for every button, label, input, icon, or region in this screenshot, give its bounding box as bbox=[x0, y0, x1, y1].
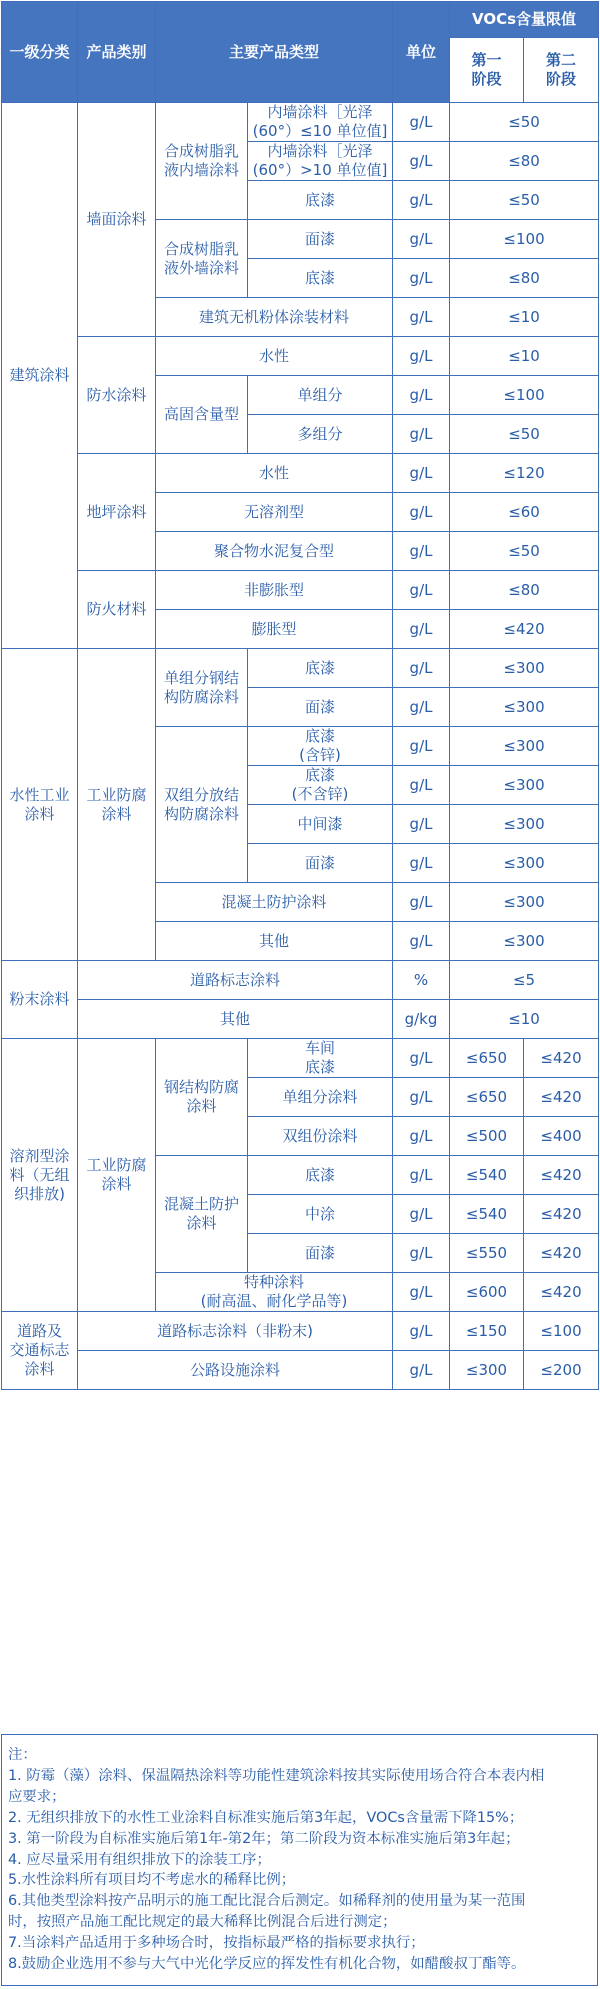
limit-cell: ≤10 bbox=[450, 337, 599, 376]
limit-stage-one: ≤650 bbox=[450, 1039, 524, 1078]
unit-cell: g/L bbox=[393, 454, 450, 493]
limit-stage-two: ≤100 bbox=[524, 1312, 599, 1351]
unit-cell: g/L bbox=[393, 142, 450, 181]
subcategory-solvent-anticorrosion: 工业防腐 涂料 bbox=[78, 1039, 156, 1312]
unit-cell: g/L bbox=[393, 727, 450, 766]
category-architectural: 建筑涂料 bbox=[2, 103, 78, 649]
table-row bbox=[2, 571, 599, 610]
limit-cell: ≤80 bbox=[450, 142, 599, 181]
group-high-solid: 高固含量型 bbox=[156, 376, 248, 454]
unit-cell: g/L bbox=[393, 883, 450, 922]
unit-cell: g/L bbox=[393, 610, 450, 649]
product-type: 混凝土防护涂料 bbox=[156, 883, 393, 922]
unit-cell: g/L bbox=[393, 1312, 450, 1351]
limit-cell: ≤50 bbox=[450, 532, 599, 571]
unit-cell: % bbox=[393, 961, 450, 1000]
product-type: 中涂 bbox=[248, 1195, 393, 1234]
group-inner-latex: 合成树脂乳 液内墙涂料 bbox=[156, 103, 248, 220]
product-type: 面漆 bbox=[248, 1234, 393, 1273]
note-item: 4. 应尽量采用有组织排放下的涂装工序； bbox=[8, 1851, 271, 1868]
product-type: 底漆 (不含锌) bbox=[248, 766, 393, 805]
limit-stage-two: ≤420 bbox=[524, 1273, 599, 1312]
limit-cell: ≤60 bbox=[450, 493, 599, 532]
product-type: 内墙涂料［光泽 (60°）>10 单位值] bbox=[248, 142, 393, 181]
table-row bbox=[2, 103, 599, 142]
product-type: 单组分 bbox=[248, 376, 393, 415]
product-type: 底漆 bbox=[248, 259, 393, 298]
limit-stage-two: ≤420 bbox=[524, 1195, 599, 1234]
note-item: 7.当涂料产品适用于多种场合时，按指标最严格的指标要求执行； bbox=[8, 1935, 425, 1952]
limit-stage-one: ≤540 bbox=[450, 1195, 524, 1234]
limit-stage-one: ≤150 bbox=[450, 1312, 524, 1351]
unit-cell: g/L bbox=[393, 1039, 450, 1078]
limit-stage-one: ≤300 bbox=[450, 1351, 524, 1390]
product-type: 其他 bbox=[156, 922, 393, 961]
category-powder: 粉末涂料 bbox=[2, 961, 78, 1039]
product-type: 其他 bbox=[78, 1000, 393, 1039]
unit-cell: g/L bbox=[393, 805, 450, 844]
unit-cell: g/L bbox=[393, 1273, 450, 1312]
group-double-steel: 双组分放结 构防腐涂料 bbox=[156, 727, 248, 883]
table-row bbox=[2, 961, 599, 1000]
notes-heading: 注： bbox=[8, 1747, 37, 1763]
table-row bbox=[2, 649, 599, 688]
product-type: 底漆 bbox=[248, 181, 393, 220]
limit-cell: ≤300 bbox=[450, 844, 599, 883]
table-row bbox=[2, 1312, 599, 1351]
unit-cell: g/L bbox=[393, 922, 450, 961]
limit-stage-two: ≤420 bbox=[524, 1078, 599, 1117]
limit-cell: ≤100 bbox=[450, 376, 599, 415]
unit-cell: g/L bbox=[393, 1156, 450, 1195]
unit-cell: g/L bbox=[393, 376, 450, 415]
limit-stage-two: ≤420 bbox=[524, 1039, 599, 1078]
limit-cell: ≤80 bbox=[450, 259, 599, 298]
limit-cell: ≤10 bbox=[450, 298, 599, 337]
header-stage-two: 第二 阶段 bbox=[524, 38, 599, 103]
header-row bbox=[2, 2, 599, 38]
note-item: 8.鼓励企业选用不参与大气中光化学反应的挥发性有机化合物，如醋酸叔丁酯等。 bbox=[8, 1956, 526, 1973]
unit-cell: g/L bbox=[393, 1117, 450, 1156]
unit-cell: g/L bbox=[393, 571, 450, 610]
limit-cell: ≤300 bbox=[450, 766, 599, 805]
note-item: 2. 无组织排放下的水性工业涂料自标准实施后第3年起，VOCs含量需下降15%； bbox=[8, 1809, 524, 1826]
header-unit: 单位 bbox=[393, 2, 450, 103]
note-item: 5.水性涂料所有项目均不考虑水的稀释比例； bbox=[8, 1872, 296, 1889]
limit-stage-two: ≤400 bbox=[524, 1117, 599, 1156]
limit-stage-one: ≤650 bbox=[450, 1078, 524, 1117]
limit-stage-two: ≤200 bbox=[524, 1351, 599, 1390]
product-type: 面漆 bbox=[248, 688, 393, 727]
group-concrete-protection: 混凝土防护 涂料 bbox=[156, 1156, 248, 1273]
product-type: 建筑无机粉体涂装材料 bbox=[156, 298, 393, 337]
note-item: 6.其他类型涂料按产品明示的施工配比混合后测定。如稀释剂的使用量为某一范围 时，按照产品施工配比规定的最大稀释比例混合后进行测定； bbox=[8, 1893, 526, 1931]
limit-cell: ≤300 bbox=[450, 649, 599, 688]
limit-stage-one: ≤550 bbox=[450, 1234, 524, 1273]
product-type: 车间 底漆 bbox=[248, 1039, 393, 1078]
product-type: 聚合物水泥复合型 bbox=[156, 532, 393, 571]
unit-cell: g/L bbox=[393, 1078, 450, 1117]
table-row bbox=[2, 1351, 599, 1390]
unit-cell: g/kg bbox=[393, 1000, 450, 1039]
unit-cell: g/L bbox=[393, 103, 450, 142]
unit-cell: g/L bbox=[393, 649, 450, 688]
header-product-category: 产品类别 bbox=[78, 2, 156, 103]
header-stage-one: 第一 阶段 bbox=[450, 38, 524, 103]
product-type: 无溶剂型 bbox=[156, 493, 393, 532]
unit-cell: g/L bbox=[393, 532, 450, 571]
product-type: 底漆 bbox=[248, 649, 393, 688]
category-waterborne-industrial: 水性工业 涂料 bbox=[2, 649, 78, 961]
product-type: 公路设施涂料 bbox=[78, 1351, 393, 1390]
unit-cell: g/L bbox=[393, 1234, 450, 1273]
note-item: 1. 防霉（藻）涂料、保温隔热涂料等功能性建筑涂料按其实际使用场合符合本表内相 应要求； bbox=[8, 1767, 545, 1805]
header-first-category: 一级分类 bbox=[2, 2, 78, 103]
unit-cell: g/L bbox=[393, 493, 450, 532]
notes-box bbox=[1, 1734, 598, 1986]
header-product-type: 主要产品类型 bbox=[156, 2, 393, 103]
table-row bbox=[2, 1039, 599, 1078]
unit-cell: g/L bbox=[393, 1195, 450, 1234]
subcategory-waterproof: 防水涂料 bbox=[78, 337, 156, 454]
product-type: 非膨胀型 bbox=[156, 571, 393, 610]
limit-stage-two: ≤420 bbox=[524, 1234, 599, 1273]
group-single-steel: 单组分钢结 构防腐涂料 bbox=[156, 649, 248, 727]
unit-cell: g/L bbox=[393, 181, 450, 220]
product-type: 中间漆 bbox=[248, 805, 393, 844]
product-type: 道路标志涂料（非粉末) bbox=[78, 1312, 393, 1351]
product-type: 水性 bbox=[156, 454, 393, 493]
limit-stage-one: ≤540 bbox=[450, 1156, 524, 1195]
product-type: 面漆 bbox=[248, 220, 393, 259]
product-type: 单组分涂料 bbox=[248, 1078, 393, 1117]
limit-cell: ≤10 bbox=[450, 1000, 599, 1039]
product-type: 面漆 bbox=[248, 844, 393, 883]
product-type: 内墙涂料［光泽 (60°）≤10 单位值] bbox=[248, 103, 393, 142]
limit-stage-one: ≤500 bbox=[450, 1117, 524, 1156]
header-voc-limit: VOCs含量限值 bbox=[450, 2, 599, 38]
product-type: 多组分 bbox=[248, 415, 393, 454]
product-type: 底漆 bbox=[248, 1156, 393, 1195]
product-type: 特种涂料 (耐高温、耐化学品等) bbox=[156, 1273, 393, 1312]
unit-cell: g/L bbox=[393, 220, 450, 259]
product-type: 道路标志涂料 bbox=[78, 961, 393, 1000]
limit-cell: ≤5 bbox=[450, 961, 599, 1000]
limit-cell: ≤80 bbox=[450, 571, 599, 610]
limit-cell: ≤300 bbox=[450, 727, 599, 766]
unit-cell: g/L bbox=[393, 844, 450, 883]
subcategory-wall: 墙面涂料 bbox=[78, 103, 156, 337]
product-type: 双组份涂料 bbox=[248, 1117, 393, 1156]
unit-cell: g/L bbox=[393, 766, 450, 805]
subcategory-floor: 地坪涂料 bbox=[78, 454, 156, 571]
table-row bbox=[2, 454, 599, 493]
note-item: 3. 第一阶段为自标准实施后第1年-第2年；第二阶段为资本标准实施后第3年起； bbox=[8, 1830, 520, 1847]
group-outer-latex: 合成树脂乳 液外墙涂料 bbox=[156, 220, 248, 298]
limit-cell: ≤300 bbox=[450, 805, 599, 844]
subcategory-fireproof: 防火材料 bbox=[78, 571, 156, 649]
limit-cell: ≤100 bbox=[450, 220, 599, 259]
limit-cell: ≤300 bbox=[450, 883, 599, 922]
limit-cell: ≤50 bbox=[450, 103, 599, 142]
limit-cell: ≤300 bbox=[450, 688, 599, 727]
unit-cell: g/L bbox=[393, 1351, 450, 1390]
limit-cell: ≤120 bbox=[450, 454, 599, 493]
unit-cell: g/L bbox=[393, 415, 450, 454]
product-type: 膨胀型 bbox=[156, 610, 393, 649]
unit-cell: g/L bbox=[393, 259, 450, 298]
subcategory-anticorrosion: 工业防腐 涂料 bbox=[78, 649, 156, 961]
group-steel-anticorrosion: 钢结构防腐 涂料 bbox=[156, 1039, 248, 1156]
category-solvent: 溶剂型涂 料（无组 织排放) bbox=[2, 1039, 78, 1312]
unit-cell: g/L bbox=[393, 337, 450, 376]
unit-cell: g/L bbox=[393, 298, 450, 337]
table-row bbox=[2, 1000, 599, 1039]
limit-cell: ≤50 bbox=[450, 415, 599, 454]
limit-cell: ≤50 bbox=[450, 181, 599, 220]
product-type: 底漆 (含锌) bbox=[248, 727, 393, 766]
category-road-marking: 道路及 交通标志 涂料 bbox=[2, 1312, 78, 1390]
voc-limits-table bbox=[1, 1, 599, 1390]
table-row bbox=[2, 337, 599, 376]
limit-cell: ≤420 bbox=[450, 610, 599, 649]
limit-cell: ≤300 bbox=[450, 922, 599, 961]
unit-cell: g/L bbox=[393, 688, 450, 727]
limit-stage-two: ≤420 bbox=[524, 1156, 599, 1195]
product-type: 水性 bbox=[156, 337, 393, 376]
limit-stage-one: ≤600 bbox=[450, 1273, 524, 1312]
